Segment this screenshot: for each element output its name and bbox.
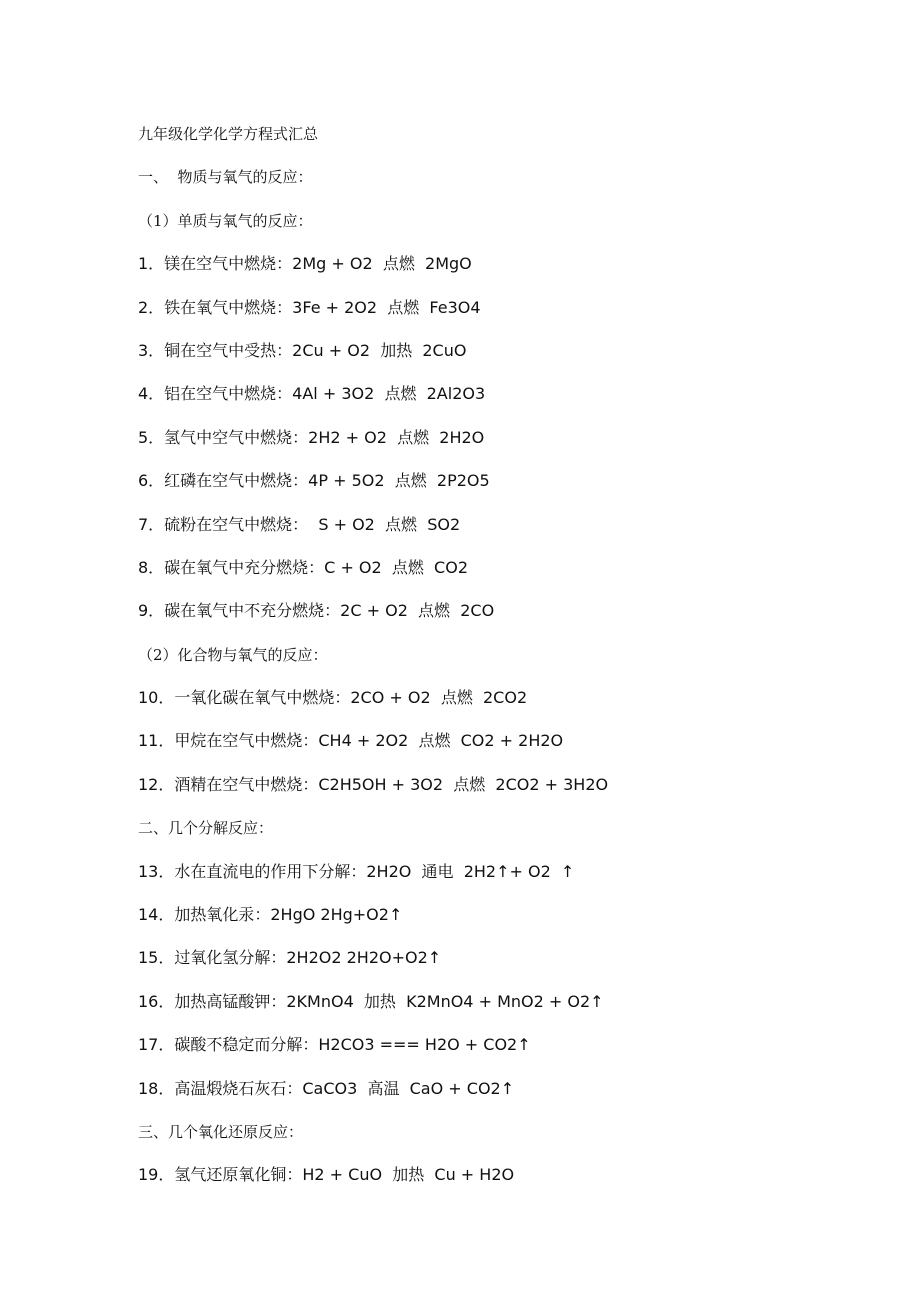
equation-line: 10．一氧化碳在氧气中燃烧：2CO + O2 点燃 2CO2: [138, 688, 528, 708]
document-body: [138, 120, 878, 1205]
equation-line: 8．碳在氧气中充分燃烧：C + O2 点燃 CO2: [138, 557, 468, 577]
subsection-heading: （1）单质与氧气的反应：: [138, 211, 313, 230]
equation-line: 3．铜在空气中受热：2Cu + O2 加热 2CuO: [138, 340, 467, 360]
subsection-heading: （2）化合物与氧气的反应：: [138, 645, 328, 664]
equation-line: 7．硫粉在空气中燃烧： S + O2 点燃 SO2: [138, 514, 461, 534]
equation-line: 15．过氧化氢分解：2H2O2 2H2O+O2↑: [138, 948, 442, 968]
section-heading: 三、几个氧化还原反应：: [138, 1122, 304, 1141]
section-heading: 二、几个分解反应：: [138, 819, 274, 838]
equation-line: 9．碳在氧气中不充分燃烧：2C + O2 点燃 2CO: [138, 601, 495, 621]
equation-line: 6．红磷在空气中燃烧：4P + 5O2 点燃 2P2O5: [138, 471, 490, 491]
equation-line: 5．氢气中空气中燃烧：2H2 + O2 点燃 2H2O: [138, 427, 485, 447]
equation-line: 11．甲烷在空气中燃烧：CH4 + 2O2 点燃 CO2 + 2H2O: [138, 731, 564, 751]
equation-line: 18．高温煅烧石灰石：CaCO3 高温 CaO + CO2↑: [138, 1078, 515, 1098]
equation-line: 17．碳酸不稳定而分解：H2CO3 === H2O + CO2↑: [138, 1035, 531, 1055]
equation-line: 1．镁在空气中燃烧：2Mg + O2 点燃 2MgO: [138, 254, 472, 274]
equation-line: 16．加热高锰酸钾：2KMnO4 加热 K2MnO4 + MnO2 + O2↑: [138, 991, 604, 1011]
page-title: 九年级化学化学方程式汇总: [138, 125, 319, 143]
equation-line: 19．氢气还原氧化铜：H2 + CuO 加热 Cu + H2O: [138, 1165, 515, 1185]
equation-line: 12．酒精在空气中燃烧：C2H5OH + 3O2 点燃 2CO2 + 3H2O: [138, 774, 609, 794]
equation-line: 13．水在直流电的作用下分解：2H2O 通电 2H2↑+ O2 ↑: [138, 861, 575, 881]
equation-line: 14．加热氧化汞：2HgO 2Hg+O2↑: [138, 905, 403, 925]
equation-line: 2．铁在氧气中燃烧：3Fe + 2O2 点燃 Fe3O4: [138, 297, 481, 317]
section-heading: 一、 物质与氧气的反应：: [138, 168, 313, 187]
equation-line: 4．铝在空气中燃烧：4Al + 3O2 点燃 2Al2O3: [138, 384, 486, 404]
